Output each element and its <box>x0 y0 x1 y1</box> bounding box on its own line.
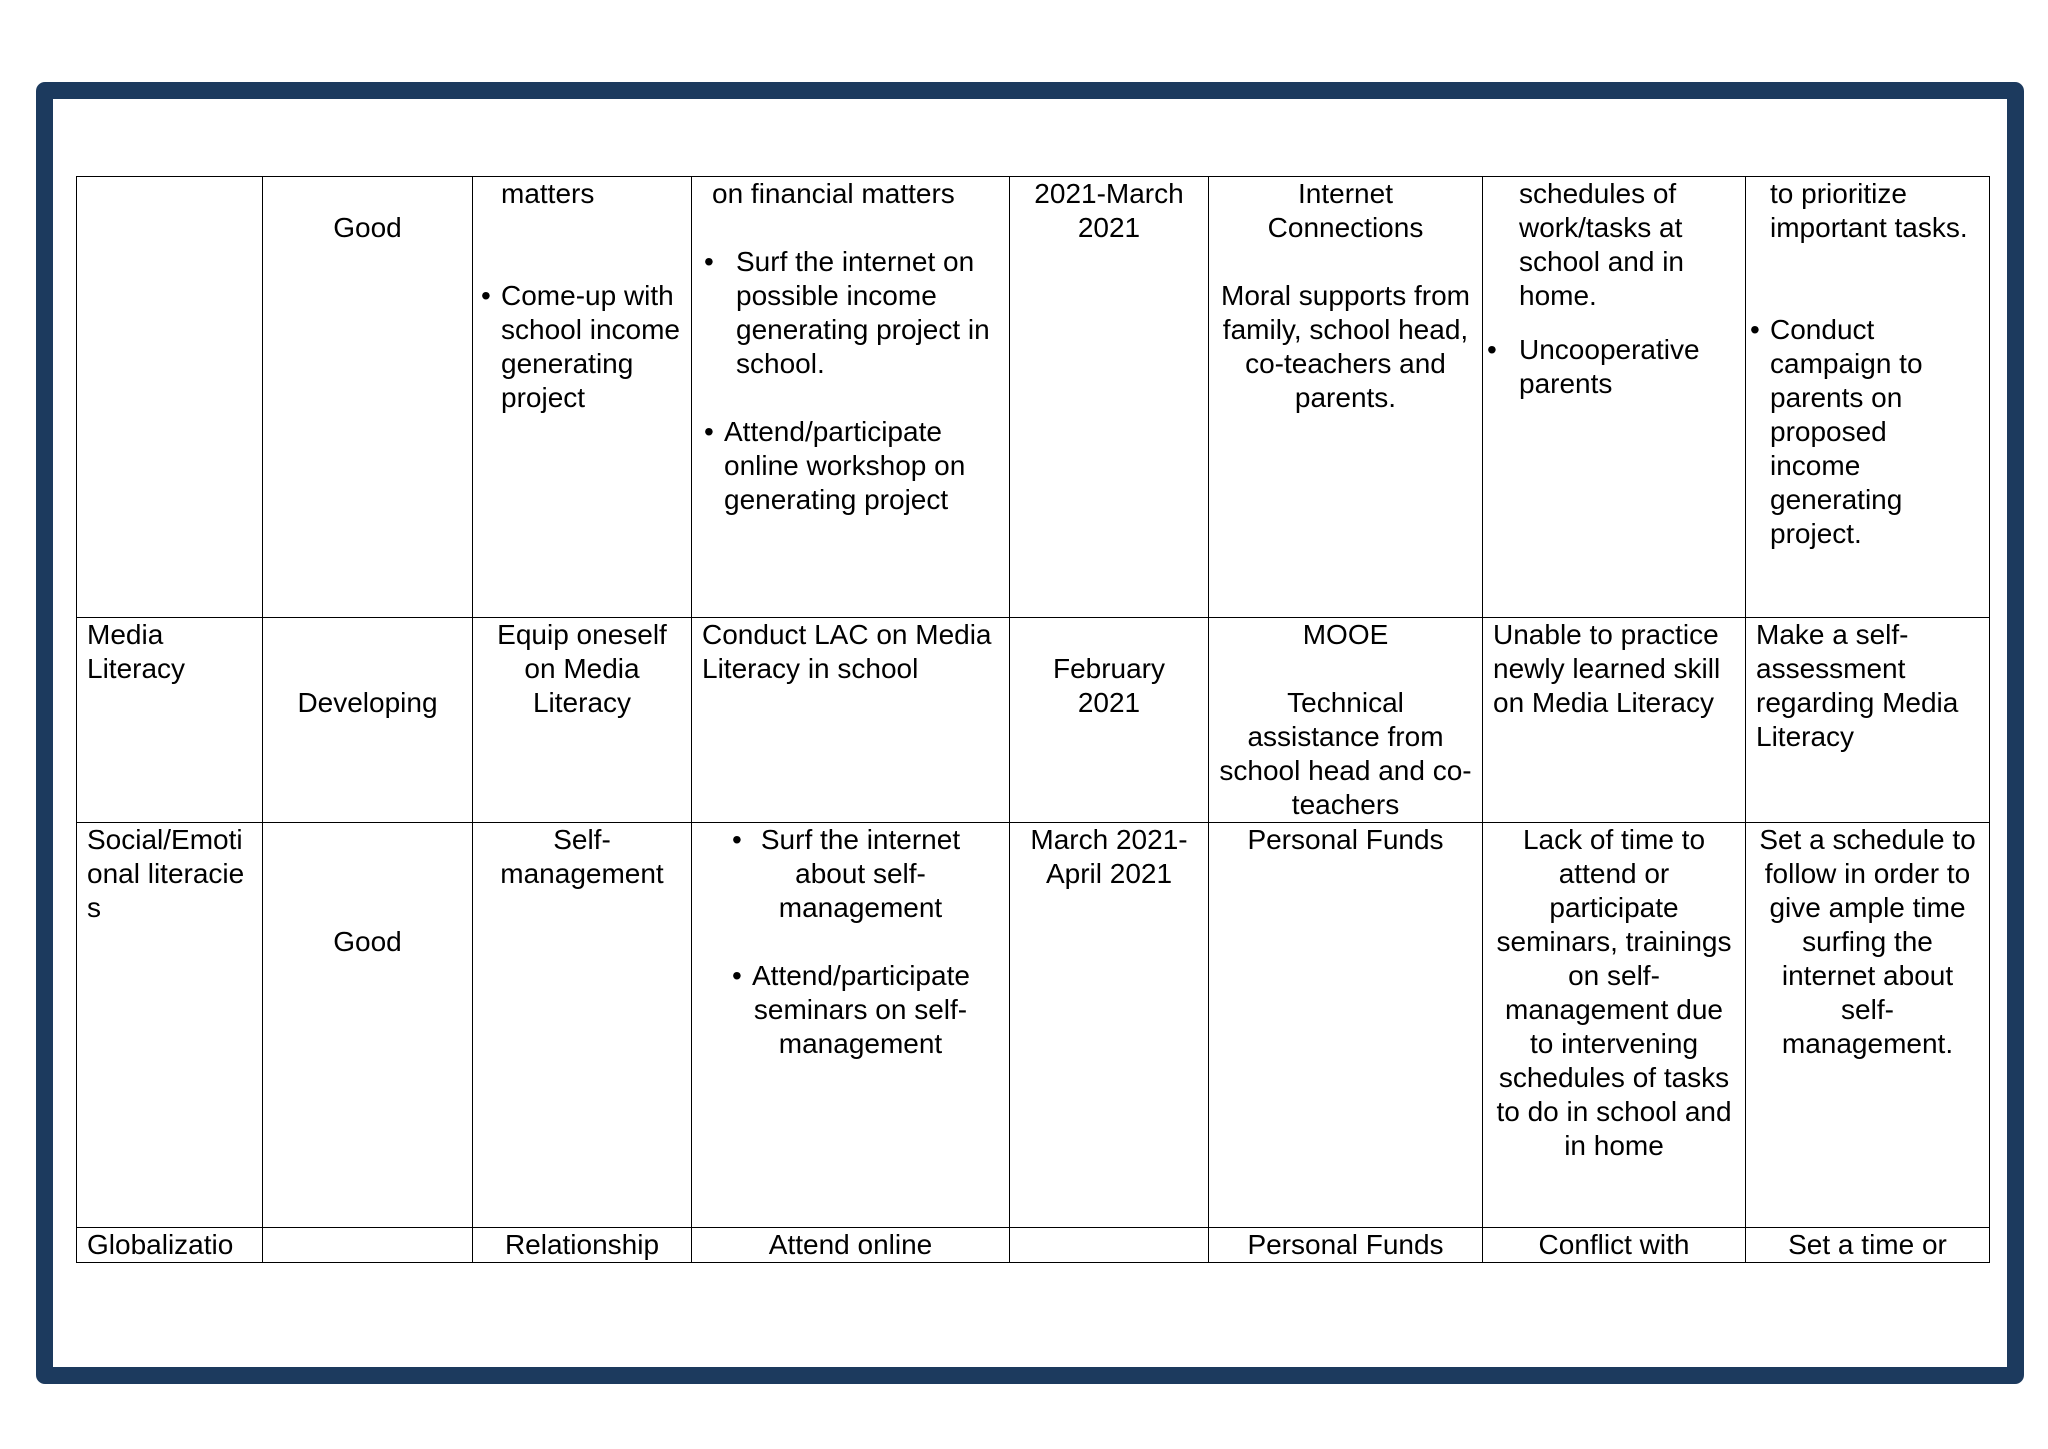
timeline-text: February 2021 <box>1052 653 1166 718</box>
cell-activity: Conduct LAC on Media Literacy in school <box>692 618 1010 823</box>
resource-top-text: MOOE <box>1302 619 1389 650</box>
list-item: • Conduct campaign to parents on proposed income generating project. <box>1750 313 1979 551</box>
list-item: • Come-up with school income generating project <box>481 279 681 415</box>
activity-top-text: on financial matters <box>712 178 955 209</box>
table-row <box>77 823 1990 1228</box>
resource-bottom-text: Technical assistance from school head and co-teachers <box>1219 687 1472 820</box>
cell-area <box>77 177 263 618</box>
cell-timeline: March 2021-April 2021 <box>1010 823 1209 1228</box>
cell-level <box>263 1228 473 1263</box>
resource-bottom-text: Moral supports from family, school head, co-teachers and parents. <box>1221 280 1470 413</box>
cell-level <box>263 823 473 1228</box>
cell-solutions <box>1746 177 1990 618</box>
cell-objective: Equip oneself on Media Literacy <box>473 618 692 823</box>
cell-resources <box>1209 177 1483 618</box>
cell-resources: Personal Funds <box>1209 1228 1483 1263</box>
cell-resources: Personal Funds <box>1209 823 1483 1228</box>
solution-top-text: to prioritize important tasks. <box>1770 178 1968 243</box>
cell-resources <box>1209 618 1483 823</box>
cell-challenges: Conflict with <box>1483 1228 1746 1263</box>
cell-solutions: Make a self-assessment regarding Media Literacy <box>1746 618 1990 823</box>
cell-objective: Relationship <box>473 1228 692 1263</box>
cell-timeline <box>1010 1228 1209 1263</box>
list-item: • Surf the internet about self-management <box>732 823 969 925</box>
list-item: • Attend/participate online workshop on generating project <box>704 415 999 517</box>
cell-timeline <box>1010 618 1209 823</box>
cell-timeline: 2021-March 2021 <box>1010 177 1209 618</box>
level-text: Developing <box>297 687 438 718</box>
table-row <box>77 177 1990 618</box>
cell-activity <box>692 823 1010 1228</box>
cell-area: Media Literacy <box>77 618 263 823</box>
list-item: • Attend/participate seminars on self-management <box>732 959 969 1061</box>
cell-area: Social/Emotional literacies <box>77 823 263 1228</box>
level-text: Good <box>333 212 402 243</box>
cell-solutions: Set a time or <box>1746 1228 1990 1263</box>
cell-challenges: Lack of time to attend or participate seminars, trainings on self-management due to intervening schedules of tasks to do in school and in home <box>1483 823 1746 1228</box>
cell-solutions: Set a schedule to follow in order to give ample time surfing the internet about self-management. <box>1746 823 1990 1228</box>
table-row <box>77 618 1990 823</box>
challenge-top-text: schedules of work/tasks at school and in home. <box>1519 178 1685 311</box>
list-item: • Uncooperative parents <box>1487 333 1735 401</box>
resource-top-text: Internet Connections <box>1267 178 1424 243</box>
table-row <box>77 1228 1990 1263</box>
objective-top-text: matters <box>501 178 595 209</box>
cell-objective <box>473 177 692 618</box>
list-item: • Surf the internet on possible income generating project in school. <box>704 245 999 381</box>
cell-challenges <box>1483 177 1746 618</box>
cell-area: Globalizatio <box>77 1228 263 1263</box>
development-plan-table <box>76 176 1990 1263</box>
cell-objective: Self-management <box>473 823 692 1228</box>
cell-activity <box>692 177 1010 618</box>
cell-challenges: Unable to practice newly learned skill on Media Literacy <box>1483 618 1746 823</box>
cell-activity: Attend online <box>692 1228 1010 1263</box>
cell-level <box>263 177 473 618</box>
cell-level <box>263 618 473 823</box>
level-text: Good <box>333 926 402 957</box>
